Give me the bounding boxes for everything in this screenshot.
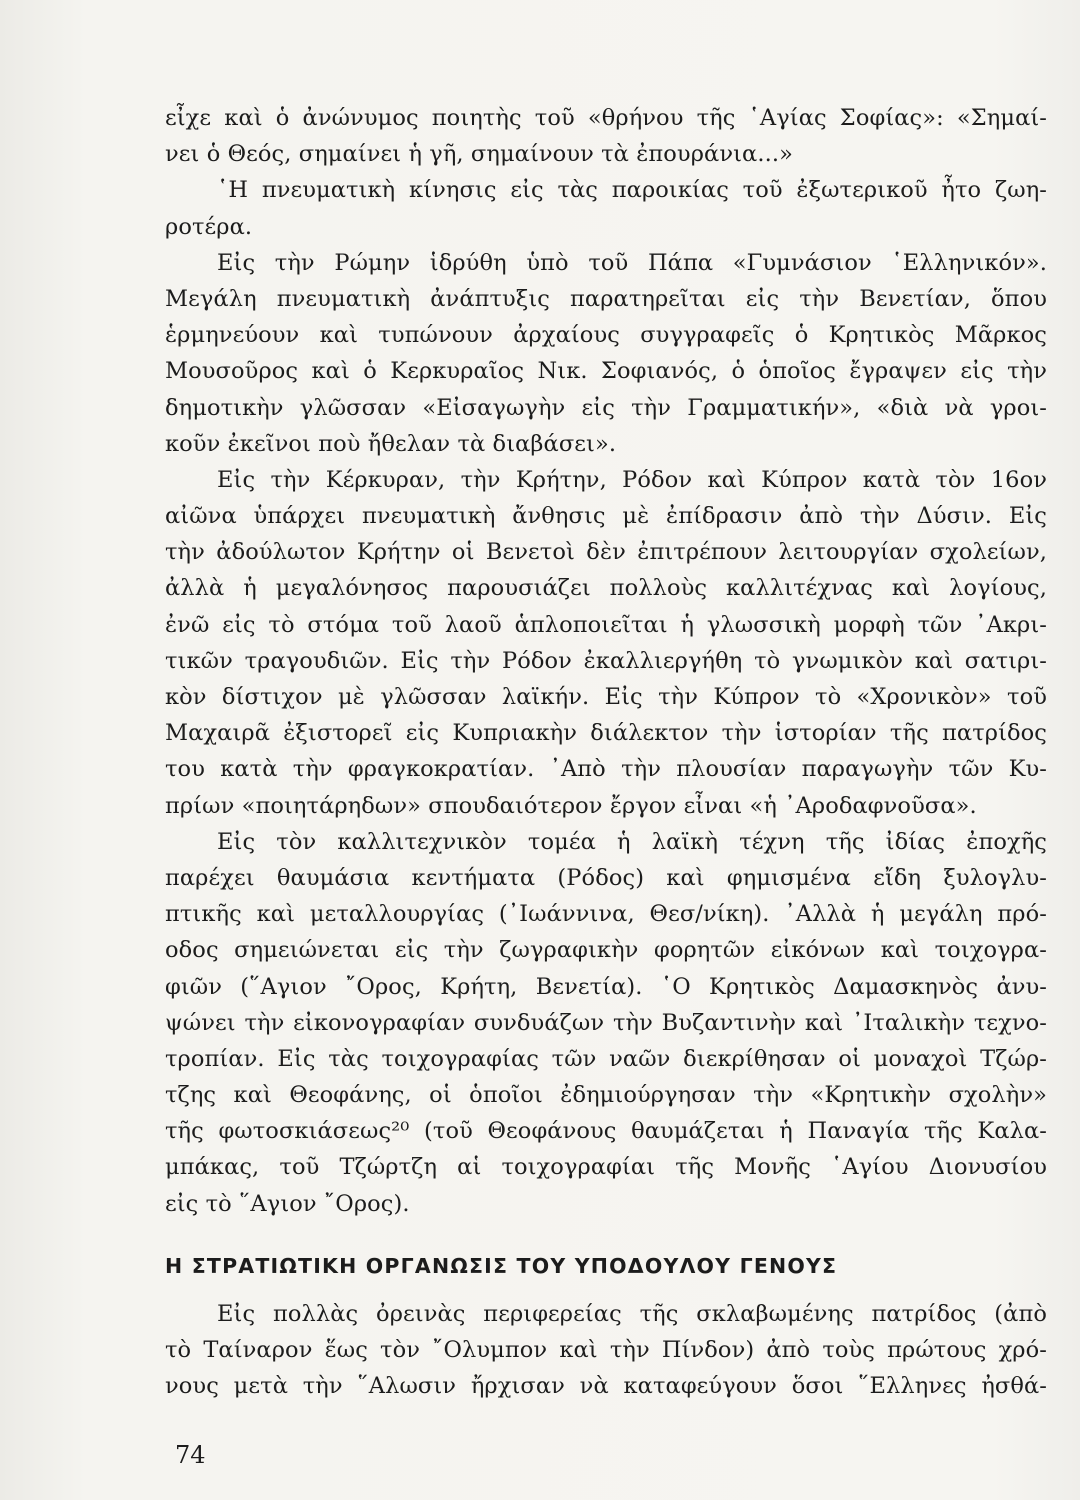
text-line: Εἰς τὴν Κέρκυραν, τὴν Κρήτην, Ρόδον καὶ Κύπρον κατὰ τὸν 16ον [217, 466, 1047, 493]
text-line: ψώνει τὴν εἰκονογραφίαν συνδυάζων τὴν Βυζαντινὴν καὶ ᾿Ιταλικὴν τεχνο- [165, 1009, 1047, 1036]
text-line: εἶχε καὶ ὁ ἀνώνυμος ποιητὴς τοῦ «θρήνου τῆς ῾Αγίας Σοφίας»: «Σημαί- [165, 105, 1047, 131]
text-line: του κατὰ τὴν φραγκοκρατίαν. ᾿Απὸ τὴν πλουσίαν παραγωγὴν τῶν Κυ- [165, 756, 1047, 783]
text-line: οδος σημειώνεται εἰς τὴν ζωγραφικὴν φορητῶν εἰκόνων καὶ τοιχογρα- [165, 937, 1047, 964]
text-line: εἰς τὸ ῞Αγιον ῎Ορος). [165, 1190, 410, 1217]
text-line: παρέχει θαυμάσια κεντήματα (Ρόδος) καὶ φημισμένα εἴδη ξυλογλυ- [165, 864, 1047, 891]
text-line: τροπίαν. Εἰς τὰς τοιχογραφίας τῶν ναῶν διεκρίθησαν οἱ μοναχοὶ Τζώρ- [165, 1045, 1047, 1072]
text-line: πρίων «ποιητάρηδων» σπουδαιότερον ἔργον εἶναι «ἡ ᾿Αροδαφνοῦσα». [165, 792, 977, 819]
text-line: τζης καὶ Θεοφάνης, οἱ ὁποῖοι ἐδημιούργησαν τὴν «Κρητικὴν σχολὴν» [165, 1082, 1047, 1109]
text-column [165, 100, 1047, 1404]
text-line: κοῦν ἐκεῖνοι ποὺ ἤθελαν τὰ διαβάσει». [165, 430, 617, 457]
text-line: φιῶν (῞Αγιον ῎Ορος, Κρήτη, Βενετία). ῾Ο Κρητικὸς Δαμασκηνὸς ἀνυ- [165, 973, 1047, 1000]
text-line: Μαχαιρᾶ ἐξιστορεῖ εἰς Κυπριακὴν διάλεκτον τὴν ἱστορίαν τῆς πατρίδος [165, 720, 1047, 747]
text-line: ἑρμηνεύουν καὶ τυπώνουν ἀρχαίους συγγραφεῖς ὁ Κρητικὸς Μᾶρκος [165, 322, 1047, 349]
text-line: Εἰς τὴν Ρώμην ἱδρύθη ὑπὸ τοῦ Πάπα «Γυμνάσιον ῾Ελληνικόν». [217, 249, 1047, 276]
text-line: τὸ Ταίναρον ἕως τὸν ῎Ολυμπον καὶ τὴν Πίνδον) ἀπὸ τοὺς πρώτους χρό- [165, 1337, 1047, 1363]
text-line: ῾Η πνευματικὴ κίνησις εἰς τὰς παροικίας τοῦ ἐξωτερικοῦ ἦτο ζωη- [217, 177, 1047, 204]
text-line: τικῶν τραγουδιῶν. Εἰς τὴν Ρόδον ἐκαλλιεργήθη τὸ γνωμικὸν καὶ σατιρι- [165, 647, 1047, 674]
text-line: νους μετὰ τὴν ῞Αλωσιν ἤρχισαν νὰ καταφεύγουν ὅσοι ῞Ελληνες ἠσθά- [165, 1373, 1047, 1400]
text-line: δημοτικὴν γλῶσσαν «Εἰσαγωγὴν εἰς τὴν Γραμματικήν», «διὰ νὰ γροι- [165, 394, 1047, 421]
text-line: Μεγάλη πνευματικὴ ἀνάπτυξις παρατηρεῖται εἰς τὴν Βενετίαν, ὅπου [165, 285, 1047, 312]
text-line: τὴν ἀδούλωτον Κρήτην οἱ Βενετοὶ δὲν ἐπιτρέπουν λειτουργίαν σχολείων, [165, 539, 1047, 566]
text-line: νει ὁ Θεός, σημαίνει ἡ γῆ, σημαίνουν τὰ ἐπουράνια...» [165, 141, 793, 168]
text-line: αἰῶνα ὑπάρχει πνευματικὴ ἄνθησις μὲ ἐπίδρασιν ἀπὸ τὴν Δύσιν. Εἰς [165, 503, 1047, 530]
text-line: μπάκας, τοῦ Τζώρτζη αἱ τοιχογραφίαι τῆς Μονῆς ῾Αγίου Διονυσίου [165, 1154, 1047, 1181]
text-line: ἐνῶ εἰς τὸ στόμα τοῦ λαοῦ ἁπλοποιεῖται ἡ γλωσσικὴ μορφὴ τῶν ᾿Ακρι- [165, 611, 1047, 638]
text-line: κὸν δίστιχον μὲ γλῶσσαν λαϊκήν. Εἰς τὴν Κύπρον τὸ «Χρονικὸν» τοῦ [165, 684, 1047, 710]
text-line: πτικῆς καὶ μεταλλουργίας (᾿Ιωάννινα, Θεσ/νίκη). ᾿Αλλὰ ἡ μεγάλη πρό- [165, 901, 1047, 928]
section-heading: Η ΣΤΡΑΤΙΩΤΙΚΗ ΟΡΓΑΝΩΣΙΣ ΤΟΥ ΥΠΟΔΟΥΛΟΥ ΓΕΝΟΥΣ [165, 1253, 838, 1278]
text-line: Εἰς πολλὰς ὀρεινὰς περιφερείας τῆς σκλαβωμένης πατρίδος (ἀπὸ [217, 1300, 1047, 1327]
text-line: Εἰς τὸν καλλιτεχνικὸν τομέα ἡ λαϊκὴ τέχνη τῆς ἰδίας ἐποχῆς [217, 828, 1047, 855]
page-number: 74 [175, 1441, 206, 1469]
text-line: τῆς φωτοσκιάσεως²⁰ (τοῦ Θεοφάνους θαυμάζεται ἡ Παναγία τῆς Καλα- [165, 1118, 1047, 1145]
text-line: ροτέρα. [165, 213, 253, 240]
text-line: Μουσοῦρος καὶ ὁ Κερκυραῖος Νικ. Σοφιανός, ὁ ὁποῖος ἔγραψεν εἰς τὴν [165, 358, 1047, 385]
section-body [165, 1296, 1047, 1405]
text-line: ἀλλὰ ἡ μεγαλόνησος παρουσιάζει πολλοὺς καλλιτέχνας καὶ λογίους, [165, 575, 1047, 602]
